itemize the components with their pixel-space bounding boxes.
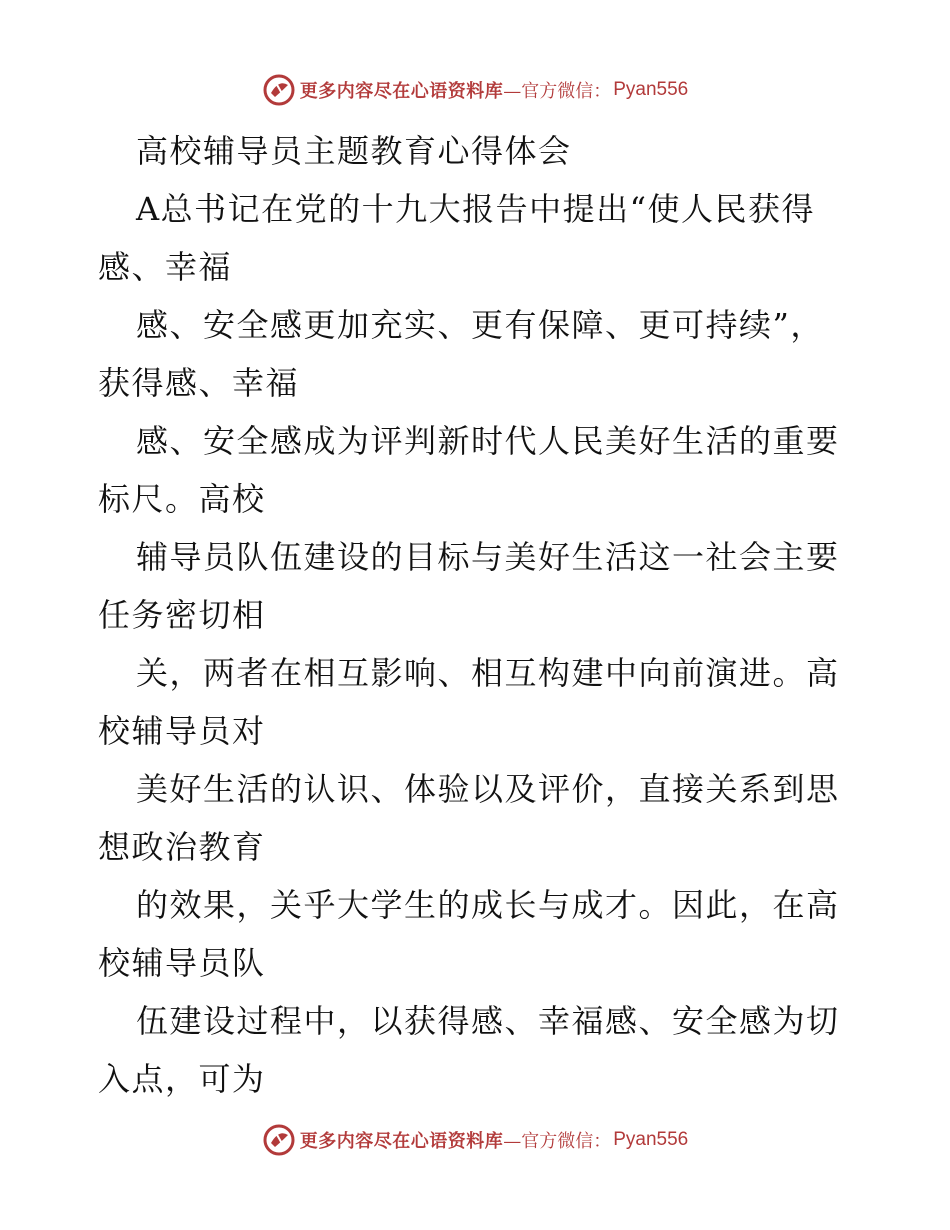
doc-line: 伍建设过程中，以获得感、幸福感、安全感为切 (136, 1002, 840, 1040)
header-banner (0, 70, 950, 110)
doc-line: 关，两者在相互影响、相互构建中向前演进。高 (136, 654, 840, 692)
document-body (98, 122, 858, 1108)
doc-line: 美好生活的认识、体验以及评价，直接关系到思 (136, 770, 840, 808)
doc-line: 标尺。高校 (98, 480, 266, 518)
doc-line: 校辅导员队 (98, 944, 266, 982)
brand-logo-icon (262, 73, 296, 107)
doc-line: 感、安全感更加充实、更有保障、更可持续”， (136, 306, 824, 344)
banner-official-label: —官方微信： (503, 81, 612, 102)
brand-logo-icon (262, 1123, 296, 1157)
banner-slogan: 更多内容尽在心语资料库 (299, 1131, 504, 1152)
banner-official-label: —官方微信： (503, 1131, 612, 1152)
doc-line: 校辅导员对 (98, 712, 266, 750)
doc-line: 辅导员队伍建设的目标与美好生活这一社会主要 (136, 538, 840, 576)
doc-title: 高校辅导员主题教育心得体会 (136, 132, 572, 170)
doc-line: 的效果，关乎大学生的成长与成才。因此，在高 (136, 886, 840, 924)
banner-wechat-id: Pyan556 (613, 79, 689, 100)
doc-line: 感、安全感成为评判新时代人民美好生活的重要 (136, 422, 840, 460)
footer-banner (0, 1120, 950, 1160)
doc-line: 任务密切相 (98, 596, 266, 634)
doc-line: 想政治教育 (98, 828, 266, 866)
doc-line: 入点，可为 (98, 1060, 266, 1098)
banner-wechat-id: Pyan556 (613, 1129, 689, 1150)
doc-line: A总书记在党的十九大报告中提出“使人民获得 (136, 190, 815, 228)
doc-line: 感、幸福 (98, 248, 233, 286)
doc-line: 获得感、幸福 (98, 364, 300, 402)
banner-slogan: 更多内容尽在心语资料库 (299, 81, 504, 102)
